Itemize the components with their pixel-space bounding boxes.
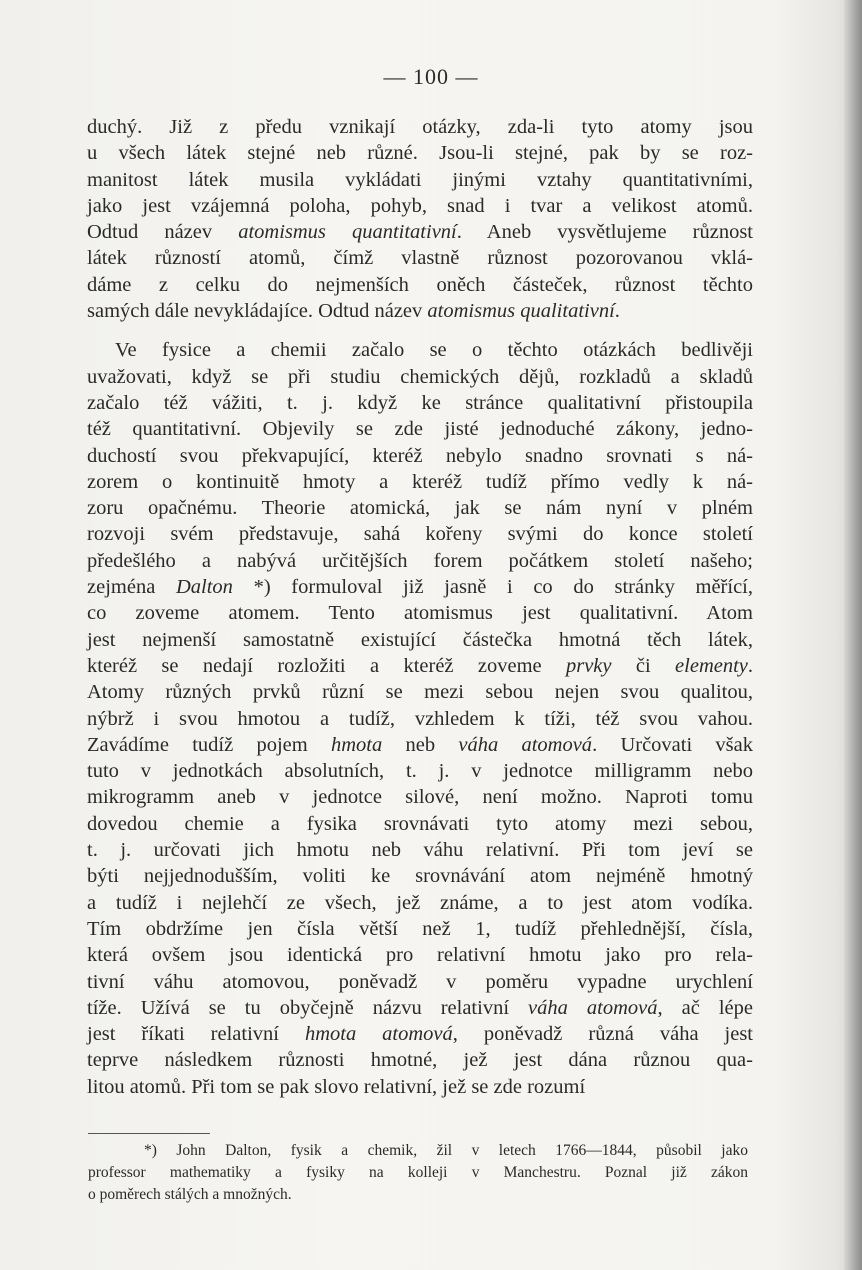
- text-segment: tíže. Užívá se tu obyčejně názvu relativní: [87, 996, 529, 1019]
- text-segment: Tím obdržíme jen čísla větší než 1, tudíž přehlednější, čísla,: [87, 917, 753, 940]
- text-segment: .: [747, 654, 754, 677]
- text-segment: , poněvadž různá váha jest: [452, 1023, 753, 1046]
- text-segment: , ač lépe: [657, 996, 753, 1019]
- text-segment: Odtud název: [87, 221, 239, 244]
- text-segment: kteréž se nedají rozložiti a kteréž zoveme: [87, 654, 566, 677]
- text-line: [87, 114, 753, 140]
- text-line: [87, 811, 753, 837]
- text-segment: též quantitativní. Objevily se zde jisté jednoduché zákony, jedno-: [87, 418, 753, 441]
- footnote-line: o poměrech stálých a množných.: [88, 1186, 292, 1203]
- text-line: [87, 627, 753, 653]
- text-segment: a tudíž i nejlehčí ze všech, jež známe, a to jest atom vodíka.: [87, 891, 753, 914]
- text-segment: *) formuloval již jasně i co do stránky měřící,: [232, 576, 753, 599]
- text-segment: předešlého a nabývá určitějších forem počátkem století našeho;: [87, 549, 753, 572]
- text-segment: Zavádíme tudíž pojem: [87, 733, 331, 756]
- text-line: [87, 995, 753, 1021]
- text-line: [87, 521, 753, 547]
- text-segment: dáme z celku do nejmenších oněch částeček, různost těchto: [87, 273, 753, 296]
- text-line: [87, 272, 753, 298]
- footnote-line: *) John Dalton, fysik a chemik, žil v letech 1766—1844, působil jako: [144, 1142, 748, 1159]
- text-segment: .: [614, 300, 620, 323]
- text-segment: látek růzností atomů, čímž vlastně různost pozorovanou vklá-: [87, 247, 753, 270]
- text-segment: rozvoji svém představuje, sahá kořeny svými do konce století: [87, 523, 753, 546]
- text-segment: co zoveme atomem. Tento atomismus jest qualitativní. Atom: [87, 602, 753, 625]
- text-segment: jako jest vzájemná poloha, pohyb, snad i tvar a velikost atomů.: [87, 194, 753, 217]
- text-segment: litou atomů. Při tom se pak slovo relativní, jež se zde rozumí: [87, 1075, 586, 1098]
- text-line: [87, 890, 753, 916]
- text-line: [87, 416, 753, 442]
- text-line: [87, 443, 753, 469]
- text-segment: t. j. určovati jich hmotu neb váhu relativní. Při tom jeví se: [87, 839, 753, 862]
- text-line: [87, 364, 753, 390]
- text-segment: jest říkati relativní: [87, 1023, 305, 1046]
- text-segment: nýbrž i svou hmotou a tudíž, vzhledem k tíži, též svou vahou.: [87, 707, 753, 730]
- footnote-rule: [88, 1133, 210, 1134]
- text-segment: dovedou chemie a fysika srovnávati tyto atomy mezi sebou,: [87, 812, 753, 835]
- text-segment: teprve následkem různosti hmotné, jež jest dána různou qua-: [87, 1049, 753, 1072]
- text-line: [87, 219, 753, 245]
- text-line: [87, 653, 753, 679]
- text-line: [87, 390, 753, 416]
- page-edge: [844, 0, 862, 1270]
- italic-term: váha atomová: [458, 733, 593, 756]
- text-line: [87, 1047, 753, 1073]
- text-segment: býti nejjednodušším, voliti ke srovnávání atom nejméně hmotný: [87, 865, 753, 888]
- text-line: [87, 758, 753, 784]
- text-line: [87, 1074, 753, 1100]
- text-line: [87, 469, 753, 495]
- footnote: [88, 1140, 748, 1206]
- text-segment: uvažovati, když se při studiu chemických dějů, rozkladů a skladů: [87, 365, 753, 388]
- text-line: [87, 548, 753, 574]
- text-segment: tivní váhu atomovou, poněvadž v poměru vypadne urychlení: [87, 970, 753, 993]
- text-line: [87, 245, 753, 271]
- text-segment: manitost látek musila vykládati jinými vztahy quantitativními,: [87, 168, 753, 191]
- text-segment: mikrogramm aneb v jednotce silové, není možno. Naproti tomu: [87, 786, 753, 809]
- text-line: [87, 706, 753, 732]
- text-segment: . Aneb vysvětlujeme různost: [456, 221, 753, 244]
- text-segment: Ve fysice a chemii začalo se o těchto otázkách bedlivěji: [115, 339, 753, 362]
- italic-term: hmota atomová: [304, 1023, 453, 1046]
- text-segment: jest nejmenší samostatně existující částečka hmotná těch látek,: [87, 628, 753, 651]
- text-line: [87, 969, 753, 995]
- text-segment: která ovšem jsou identická pro relativní hmotu jako pro rela-: [87, 944, 753, 967]
- text-line: [87, 574, 753, 600]
- page-number: — 100 —: [383, 64, 479, 89]
- text-line: [87, 942, 753, 968]
- italic-term: hmota: [330, 733, 383, 756]
- italic-term: váha atomová: [528, 996, 658, 1019]
- text-line: [87, 784, 753, 810]
- text-line: [87, 863, 753, 889]
- text-line: [87, 916, 753, 942]
- text-line: [87, 837, 753, 863]
- text-line: [87, 140, 753, 166]
- text-segment: neb: [382, 733, 459, 756]
- italic-term: elementy: [675, 654, 748, 677]
- text-segment: zejména: [87, 576, 176, 599]
- text-line: [87, 1021, 753, 1047]
- text-segment: u všech látek stejné neb různé. Jsou-li stejné, pak by se roz-: [87, 142, 753, 165]
- text-segment: duchý. Již z předu vznikají otázky, zda-li tyto atomy jsou: [87, 116, 753, 138]
- text-segment: samých dále nevykládajíce. Odtud název: [87, 300, 428, 323]
- body-text: [87, 114, 753, 1100]
- text-line: [87, 495, 753, 521]
- italic-term: prvky: [565, 654, 612, 677]
- italic-term: Dalton: [175, 576, 233, 599]
- text-segment: začalo též vážiti, t. j. když ke stránce qualitativní přistoupila: [87, 391, 753, 414]
- text-segment: Atomy různých prvků různí se mezi sebou nejen svou qualitou,: [87, 681, 753, 704]
- text-segment: zorem o kontinuitě hmoty a kteréž tudíž přímo vedly k ná-: [87, 470, 753, 493]
- text-line: [87, 732, 753, 758]
- text-line: [87, 193, 753, 219]
- text-segment: zoru opačnému. Theorie atomická, jak se nám nyní v plném: [87, 497, 753, 520]
- text-line: [87, 337, 753, 363]
- text-segment: duchostí svou překvapující, kteréž nebylo snadno srovnati s ná-: [87, 444, 753, 467]
- text-line: [87, 679, 753, 705]
- footnote-line: professor mathematiky a fysiky na kolleji v Manchestru. Poznal již zákon: [88, 1164, 748, 1181]
- text-line: [87, 167, 753, 193]
- text-segment: tuto v jednotkách absolutních, t. j. v jednotce milligramm nebo: [87, 760, 753, 783]
- italic-term: atomismus quantitativní: [238, 221, 457, 244]
- text-line: [87, 298, 753, 324]
- text-segment: . Určovati však: [592, 733, 753, 756]
- text-line: [87, 600, 753, 626]
- text-segment: či: [611, 654, 676, 677]
- italic-term: atomismus qualitativní: [427, 300, 615, 323]
